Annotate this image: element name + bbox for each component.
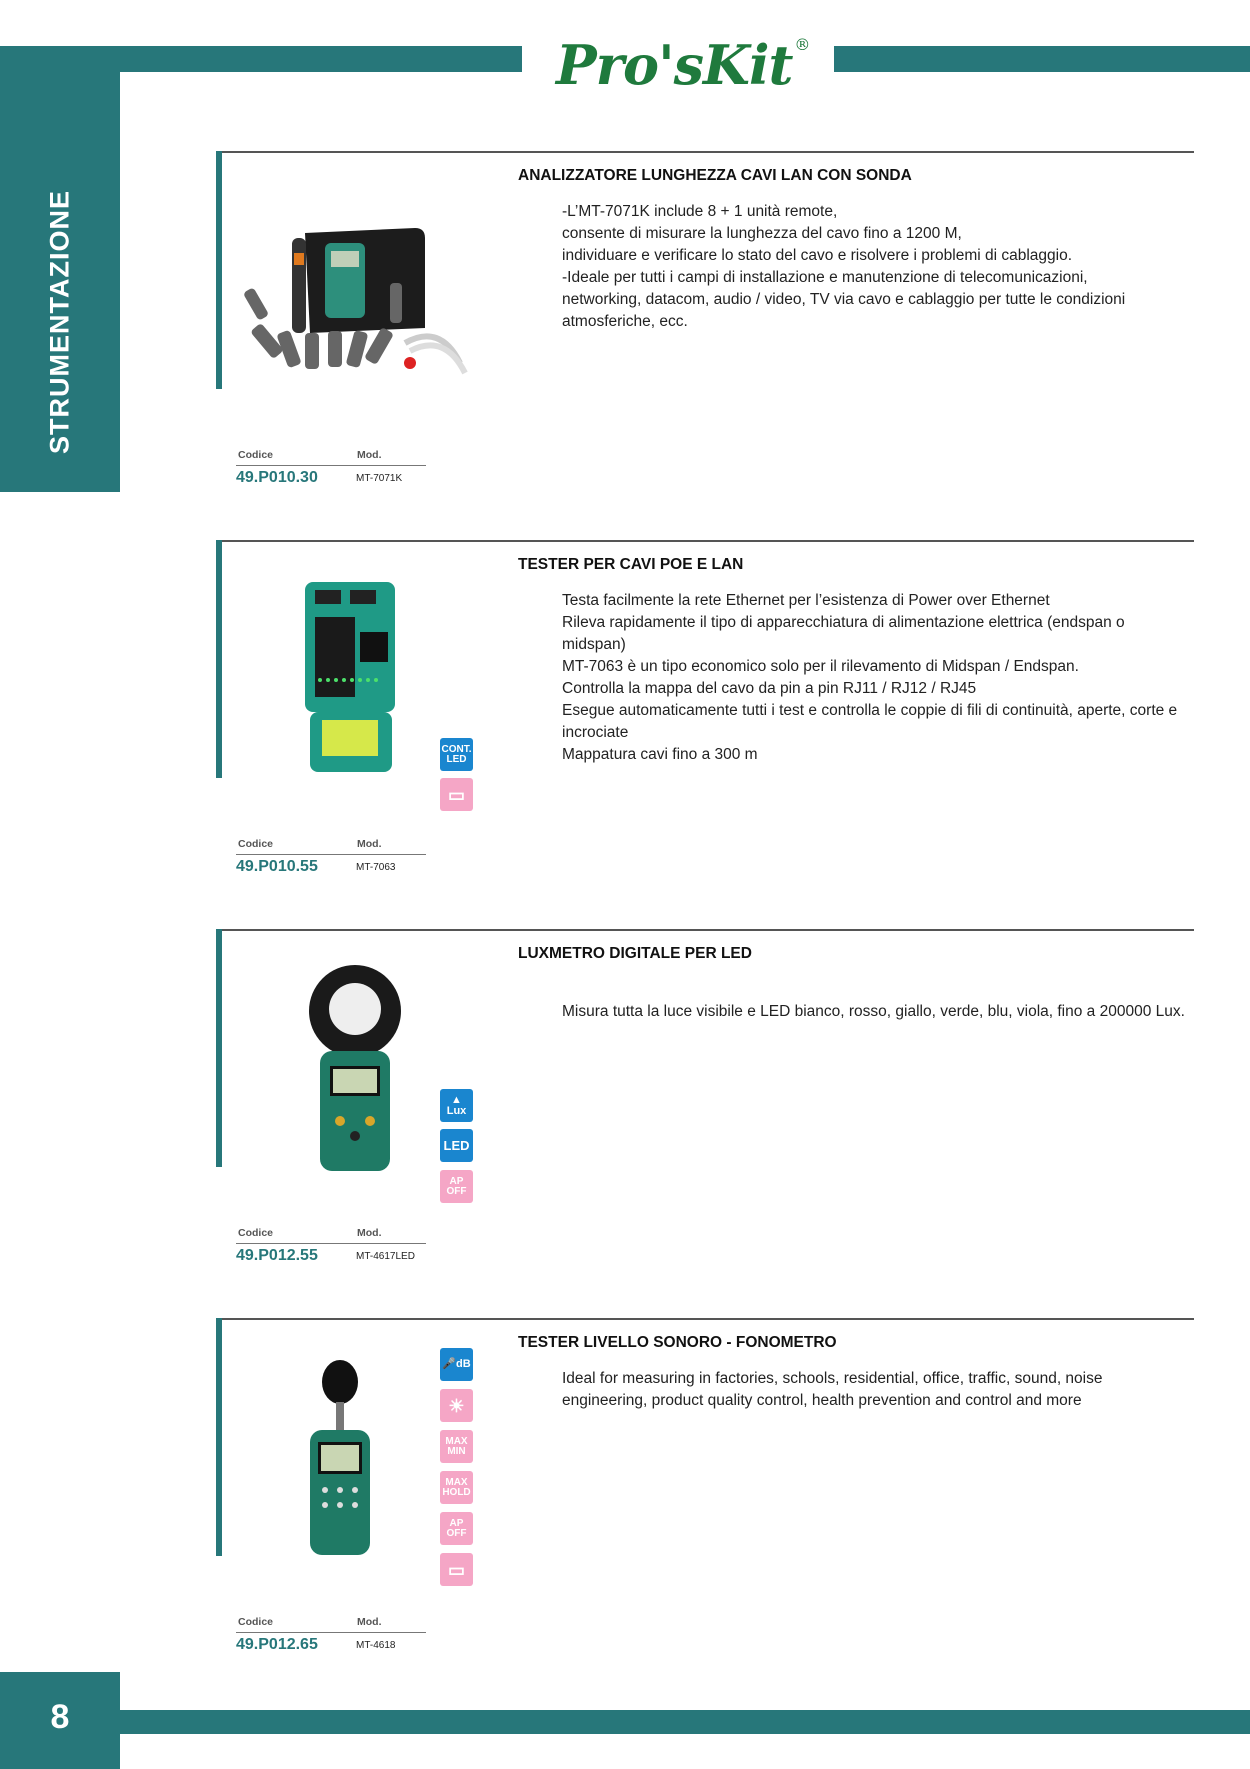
- page-number: 8: [50, 1698, 70, 1736]
- backlight-icon: ☀: [440, 1389, 473, 1422]
- product-model: MT-4618: [356, 1640, 396, 1651]
- product-photo-lan-analyzer: [230, 173, 480, 403]
- product-led-luxmeter: [216, 929, 1194, 1264]
- led-icon: LED: [440, 1129, 473, 1162]
- mod-header: Mod.: [357, 838, 382, 850]
- code-underline: [236, 1632, 426, 1633]
- battery-icon: ▭: [440, 1553, 473, 1586]
- description-line: Mappatura cavi fino a 300 m: [562, 746, 758, 763]
- code-underline: [236, 1243, 426, 1244]
- description-line: engineering, product quality control, health prevention and control and more: [562, 1392, 1082, 1409]
- microphone-db-icon: 🎤dB: [440, 1348, 473, 1381]
- product-code: 49.P012.65: [236, 1636, 318, 1653]
- product-code: 49.P010.55: [236, 858, 318, 875]
- product-code: 49.P010.30: [236, 469, 318, 486]
- accent-bar: [216, 1318, 222, 1556]
- product-code: 49.P012.55: [236, 1247, 318, 1264]
- code-underline: [236, 854, 426, 855]
- description-line: Controlla la mappa del cavo da pin a pin RJ11 / RJ12 / RJ45: [562, 680, 977, 697]
- code-underline: [236, 465, 426, 466]
- description-line: consente di misurare la lunghezza del cavo fino a 1200 M,: [562, 225, 962, 242]
- code-header: Codice: [238, 449, 274, 461]
- product-title: TESTER PER CAVI POE E LAN: [518, 556, 744, 573]
- divider: [216, 1318, 1194, 1320]
- product-description: [562, 201, 1182, 333]
- divider: [216, 929, 1194, 931]
- footer-bar: [120, 1710, 1250, 1734]
- product-title: TESTER LIVELLO SONORO - FONOMETRO: [518, 1334, 837, 1351]
- product-description: [562, 1001, 1185, 1023]
- product-description: [562, 590, 1182, 766]
- header-bar-right: [834, 46, 1250, 72]
- product-lan-cable-analyzer: [216, 151, 1194, 486]
- product-poe-lan-tester: [216, 540, 1194, 875]
- description-line: Ideal for measuring in factories, schools, residential, office, traffic, sound, noise: [562, 1370, 1103, 1387]
- mod-header: Mod.: [357, 1616, 382, 1628]
- product-description: [562, 1368, 1182, 1412]
- product-title: ANALIZZATORE LUNGHEZZA CAVI LAN CON SONDA: [518, 167, 912, 184]
- code-header: Codice: [238, 1227, 274, 1239]
- proskit-logo: Pro'sKit ®: [556, 33, 810, 97]
- description-line: individuare e verificare lo stato del cavo e risolvere i problemi di cablaggio.: [562, 247, 1073, 264]
- lux-icon: ▲ Lux: [440, 1089, 473, 1122]
- description-line: Testa facilmente la rete Ethernet per l’esistenza di Power over Ethernet: [562, 592, 1050, 609]
- auto-power-off-icon: AP OFF: [440, 1170, 473, 1203]
- continuity-led-icon: CONT. LED: [440, 738, 473, 771]
- description-line: midspan): [562, 636, 626, 653]
- description-line: Misura tutta la luce visibile e LED bianco, rosso, giallo, verde, blu, viola, fino a 200000 Lux.: [562, 1003, 1185, 1020]
- product-sound-level-meter: [216, 1318, 1194, 1653]
- product-title: LUXMETRO DIGITALE PER LED: [518, 945, 752, 962]
- battery-icon: ▭: [440, 778, 473, 811]
- description-line: Rileva rapidamente il tipo di apparecchiatura di alimentazione elettrica (endspan o: [562, 614, 1125, 631]
- description-line: Esegue automaticamente tutti i test e controlla le coppie di fili di continuità, aperte, corte e: [562, 702, 1178, 719]
- divider: [216, 151, 1194, 153]
- code-header: Codice: [238, 1616, 274, 1628]
- max-min-icon: MAX MIN: [440, 1430, 473, 1463]
- divider: [216, 540, 1194, 542]
- max-hold-icon: MAX HOLD: [440, 1471, 473, 1504]
- product-model: MT-4617LED: [356, 1251, 415, 1262]
- code-header: Codice: [238, 838, 274, 850]
- description-line: -L’MT-7071K include 8 + 1 unità remote,: [562, 203, 838, 220]
- accent-bar: [216, 540, 222, 778]
- description-line: networking, datacom, audio / video, TV via cavo e cablaggio per tutte le condizioni: [562, 291, 1126, 308]
- description-line: incrociate: [562, 724, 629, 741]
- accent-bar: [216, 929, 222, 1167]
- section-label: STRUMENTAZIONE: [44, 190, 75, 454]
- product-model: MT-7063: [356, 862, 396, 873]
- mod-header: Mod.: [357, 449, 382, 461]
- description-line: -Ideale per tutti i campi di installazione e manutenzione di telecomunicazioni,: [562, 269, 1088, 286]
- auto-power-off-icon: AP OFF: [440, 1512, 473, 1545]
- description-line: MT-7063 è un tipo economico solo per il rilevamento di Midspan / Endspan.: [562, 658, 1079, 675]
- accent-bar: [216, 151, 222, 389]
- description-line: atmosferiche, ecc.: [562, 313, 688, 330]
- mod-header: Mod.: [357, 1227, 382, 1239]
- product-model: MT-7071K: [356, 473, 403, 484]
